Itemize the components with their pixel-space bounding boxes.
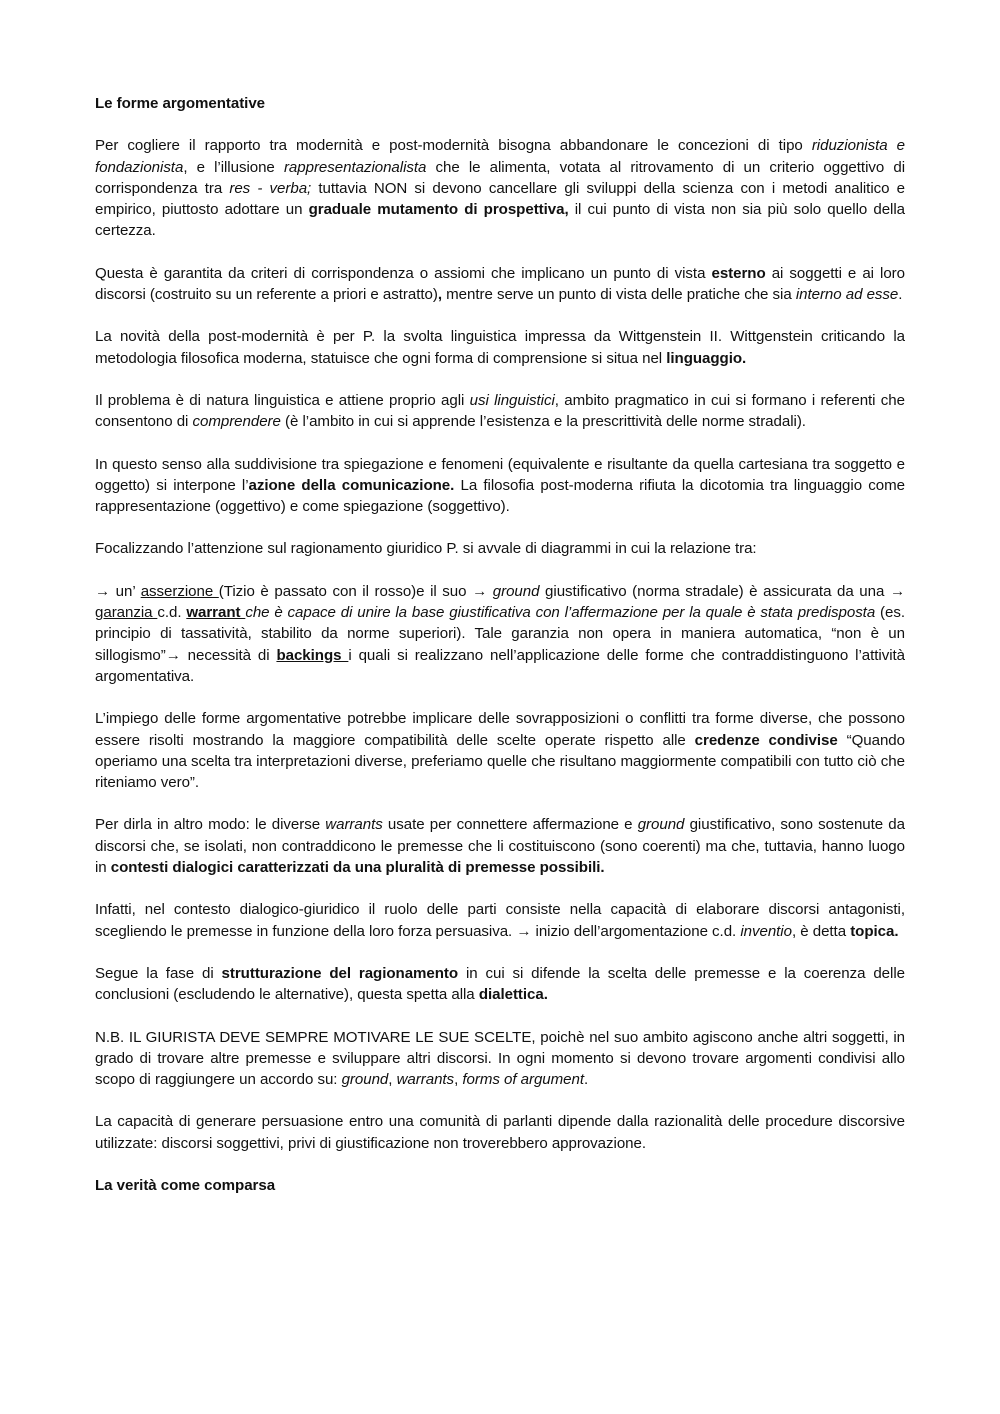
italic-run: warrants	[396, 1071, 455, 1089]
italic-run: ground	[492, 582, 540, 600]
bold-run: linguaggio.	[666, 349, 747, 367]
italic-run: rappresentazionalista	[283, 158, 427, 176]
text-run: , ambito pragmatico in cui si formano i referenti che consentono di	[95, 391, 905, 431]
underlined-run: asserzione	[140, 582, 219, 600]
paragraph-10	[95, 899, 905, 942]
italic-run: usi linguistici	[469, 391, 555, 409]
text-run: Per cogliere il rapporto tra modernità e post-modernità bisogna abbandonare le concezioni di tipo	[95, 137, 812, 155]
text-run: ai soggetti e ai loro discorsi (costruito su un referente a priori e astratto)	[95, 264, 905, 304]
paragraph-6: Focalizzando l’attenzione sul ragionamento giuridico P. si avvale di diagrammi in cui la relazione tra:	[95, 540, 757, 558]
section-heading-forme-argomentative: Le forme argomentative	[95, 95, 266, 112]
text-run: N.B. IL GIURISTA DEVE SEMPRE MOTIVARE LE SUE SCELTE, poichè nel suo ambito agiscono anche altri soggetti, in grado di trovare altre premesse e sviluppare altri discorsi. In ogni momento si devono trovare argomenti condivisi allo scopo di raggiungere un accordo su:	[95, 1028, 905, 1089]
italic-run: ground	[637, 816, 685, 834]
bold-run: azione della comunicazione.	[248, 476, 455, 494]
text-run: mentre serve un punto di vista delle pratiche che sia	[441, 286, 796, 304]
italic-run: comprendere	[192, 413, 281, 431]
bold-underlined-run: warrant	[186, 604, 246, 622]
paragraph-2	[95, 263, 905, 306]
text-run: (es. principio di tassatività, stabilito da norme superiori). Tale garanzia non opera in maniera automatica, “non è un sillogismo”→ necessità di	[95, 604, 905, 664]
text-run: La novità della post-modernità è per P. la svolta linguistica impressa da Wittgenstein II. Wittgenstein criticando la metodologia filosofica moderna, statuisce che ogni forma di comprensione si situa nel	[95, 328, 905, 367]
paragraph-12	[95, 1027, 905, 1091]
text-run: Questa è garantita da criteri di corrispondenza o assiomi che implicano un punto di vista	[95, 264, 712, 282]
text-run: Per dirla in altro modo: le diverse	[95, 816, 326, 834]
italic-run: warrants	[325, 816, 383, 834]
text-run: il cui punto di vista non sia più solo quello della certezza.	[95, 201, 905, 240]
italic-run: forms of argument	[462, 1071, 584, 1089]
paragraph-8	[95, 708, 905, 793]
text-run: ,	[454, 1071, 463, 1089]
text-run: Il problema è di natura linguistica e attiene proprio agli	[95, 391, 470, 409]
bold-run: esterno	[711, 264, 766, 282]
italic-run: inventio	[740, 922, 792, 940]
paragraph-1	[95, 135, 905, 241]
text-run: La filosofia post-moderna rifiuta la dicotomia tra linguaggio come rappresentazione (oggettivo) e come spiegazione (soggettivo).	[95, 476, 905, 516]
italic-run: che è capace di unire la base giustificativa con l’affermazione per la quale è stata predisposta	[245, 604, 876, 622]
paragraph-9	[95, 814, 905, 878]
text-run: che le alimenta, votata al ritrovamento di un criterio oggettivo di corrispondenza tra	[95, 158, 906, 197]
text-run: c.d.	[157, 604, 187, 622]
text-run: .	[583, 1071, 589, 1089]
italic-run: ground	[341, 1071, 389, 1089]
text-run: usate per connettere affermazione e	[382, 816, 638, 834]
text-run: , è detta	[791, 922, 851, 940]
text-run: , e l’illusione	[183, 158, 284, 176]
underlined-run: garanzia	[95, 604, 158, 622]
text-run: giustificativo (norma stradale) è assicurata da una →	[539, 582, 905, 600]
paragraph-3	[95, 326, 905, 369]
bold-run: topica.	[850, 922, 899, 940]
paragraph-5	[95, 454, 905, 518]
bold-run: credenze condivise	[694, 731, 838, 749]
text-run: Segue la fase di	[95, 964, 222, 982]
text-run: tuttavia NON si devono cancellare gli sviluppi della scienza con i metodi analitico e empirico, piuttosto adottare un	[95, 179, 905, 219]
bold-run: graduale mutamento di prospettiva,	[308, 201, 569, 219]
bold-run: ,	[437, 286, 442, 304]
text-run: (Tizio è passato con il rosso)e il suo →	[218, 582, 493, 600]
text-run: In questo senso alla suddivisione tra spiegazione e fenomeni (equivalente e risultante da quella cartesiana tra soggetto e oggetto) si interpone l’	[95, 455, 905, 494]
text-run: .	[898, 286, 903, 304]
paragraph-13: La capacità di generare persuasione entro una comunità di parlanti dipende dalla razionalità delle procedure discorsive utilizzate: discorsi soggettivi, privi di giustificazione non troverebbero approvazione.	[95, 1113, 905, 1152]
text-run: Infatti, nel contesto dialogico-giuridico il ruolo delle parti consiste nella capacità di elaborare discorsi antagonisti, scegliendo le premesse in funzione della loro forza persuasiva. → inizio dell’argomentazione c.d.	[95, 901, 905, 940]
italic-run: riduzionista e fondazionista	[95, 137, 905, 176]
paragraph-11	[95, 963, 905, 1006]
text-run: → un’	[95, 582, 141, 600]
text-run: in cui si difende la scelta delle premesse e la coerenza delle conclusioni (escludendo le alternative), questa spetta alla	[95, 964, 905, 1004]
paragraph-4	[95, 390, 905, 433]
text-run: ,	[388, 1071, 397, 1089]
italic-run: res - verba;	[229, 179, 312, 197]
section-heading-verita-come-comparsa: La verità come comparsa	[95, 1176, 276, 1194]
text-run: (è l’ambito in cui si apprende l’esistenza e la prescrittività delle norme stradali).	[280, 413, 806, 431]
bold-run: strutturazione del ragionamento	[221, 964, 459, 982]
bold-run: dialettica.	[478, 986, 548, 1004]
text-run: giustificativo, sono sostenute da discorsi che, se isolati, non contraddicono le premesse che li costituiscono (sono coerenti) ma che, tuttavia, hanno luogo in	[95, 816, 905, 877]
bold-underlined-run: backings	[276, 646, 349, 664]
text-run: L’impiego delle forme argomentative potrebbe implicare delle sovrapposizioni o conflitti tra forme diverse, che possono essere risolti mostrando la maggiore compatibilità delle scelte operate rispetto alle	[95, 710, 905, 749]
document-page	[95, 93, 905, 1217]
italic-run: interno ad esse	[795, 286, 899, 304]
text-run: i quali si realizzano nell’applicazione delle forme che contraddistinguono l’attività argomentativa.	[95, 646, 906, 685]
text-run: “Quando operiamo una scelta tra interpretazioni diverse, preferiamo quelle che risultano maggiormente compatibili con tutto ciò che riteniamo vero”.	[95, 731, 905, 792]
paragraph-7	[95, 581, 905, 687]
bold-run: contesti dialogici caratterizzati da una pluralità di premesse possibili.	[110, 859, 605, 877]
